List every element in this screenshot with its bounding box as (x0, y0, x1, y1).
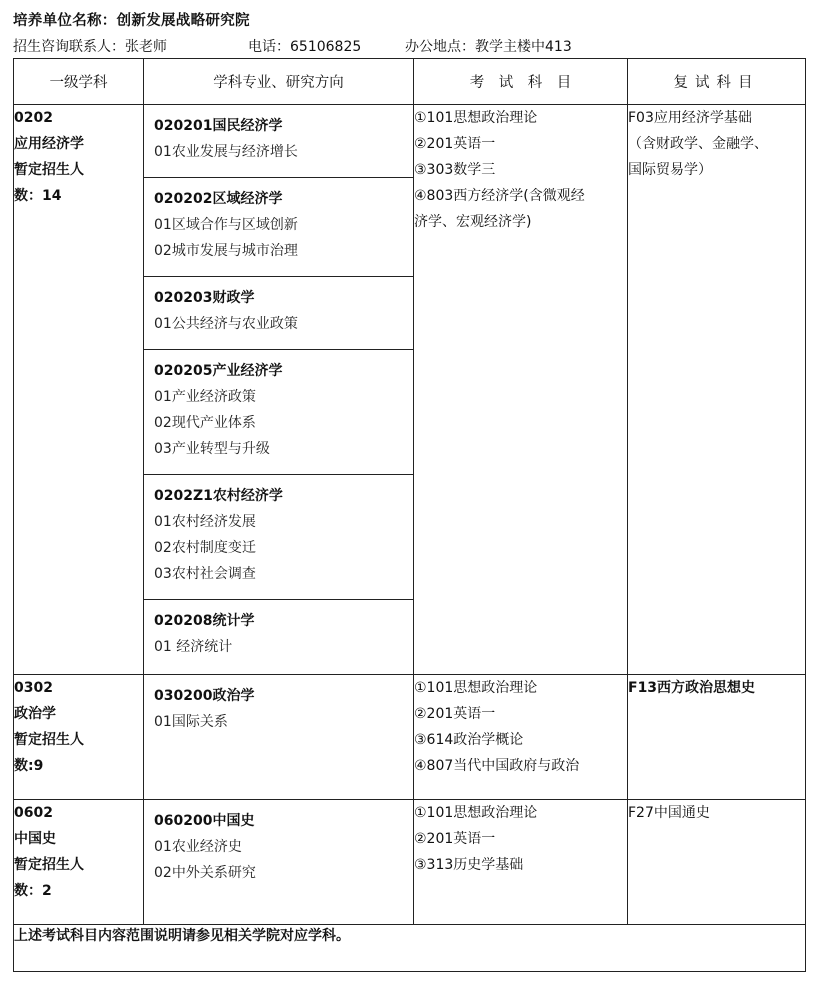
level1-cell (14, 105, 144, 675)
exam-subject: ②201英语一 (414, 136, 496, 152)
major-block (144, 600, 413, 660)
level1-code: 0302 (14, 680, 53, 696)
exam-subject: ④803西方经济学(含微观经 (414, 188, 585, 204)
retest-subject: F27中国通史 (628, 805, 710, 821)
header-level1: 一级学科 (14, 59, 144, 105)
major-name: 020208统计学 (154, 613, 255, 629)
retest-cell (628, 800, 806, 925)
exam-subject: 济学、宏观经济学) (414, 214, 532, 230)
major-name: 0202Z1农村经济学 (154, 488, 283, 504)
level1-quota-count: 数:9 (14, 758, 44, 774)
retest-subject: F03应用经济学基础 (628, 110, 752, 126)
major-block (144, 475, 413, 600)
research-direction: 01农村经济发展 (154, 514, 256, 530)
level1-quota: 暂定招生人 (14, 857, 84, 873)
research-direction: 01公共经济与农业政策 (154, 316, 298, 332)
exam-cell (414, 105, 628, 675)
exam-subject: ①101思想政治理论 (414, 110, 538, 126)
table-row (14, 800, 806, 925)
major-block (144, 178, 413, 277)
research-direction: 02中外关系研究 (154, 865, 256, 881)
office-location: 办公地点：教学主楼中413 (405, 39, 572, 55)
exam-cell (414, 675, 628, 800)
admission-table (13, 58, 806, 972)
retest-cell (628, 105, 806, 675)
table-row (14, 105, 806, 675)
level1-cell (14, 675, 144, 800)
footer-row (14, 925, 806, 972)
exam-subject: ③614政治学概论 (414, 732, 524, 748)
research-direction: 01产业经济政策 (154, 389, 256, 405)
major-name: 020202区域经济学 (154, 191, 283, 207)
table-header-row (14, 59, 806, 105)
exam-subject: ②201英语一 (414, 831, 496, 847)
research-direction: 02城市发展与城市治理 (154, 243, 298, 259)
major-block (144, 800, 413, 886)
level1-cell (14, 800, 144, 925)
level1-code: 0202 (14, 110, 53, 126)
major-block (144, 105, 413, 178)
research-direction: 01区域合作与区域创新 (154, 217, 298, 233)
major-name: 020205产业经济学 (154, 363, 283, 379)
major-block (144, 675, 413, 735)
research-direction: 01国际关系 (154, 714, 228, 730)
major-block (144, 350, 413, 475)
level1-quota-count: 数：2 (14, 883, 52, 899)
major-block (144, 277, 413, 350)
majors-cell (144, 800, 414, 925)
exam-subject: ④807当代中国政府与政治 (414, 758, 580, 774)
research-direction: 03农村社会调查 (154, 566, 256, 582)
level1-name: 中国史 (14, 831, 56, 847)
research-direction: 01 经济统计 (154, 639, 233, 655)
contact-person: 招生咨询联系人：张老师 (13, 39, 167, 55)
exam-subject: ①101思想政治理论 (414, 680, 538, 696)
unit-title: 培养单位名称：创新发展战略研究院 (13, 13, 250, 29)
header-exam: 考 试 科 目 (414, 59, 628, 105)
level1-name: 应用经济学 (14, 136, 84, 152)
major-name: 030200政治学 (154, 688, 255, 704)
exam-subject: ①101思想政治理论 (414, 805, 538, 821)
footer-note: 上述考试科目内容范围说明请参见相关学院对应学科。 (14, 925, 806, 972)
level1-quota: 暂定招生人 (14, 732, 84, 748)
retest-subject: （含财政学、金融学、 (628, 136, 768, 152)
phone-number: 电话：65106825 (248, 39, 362, 55)
research-direction: 03产业转型与升级 (154, 441, 270, 457)
major-name: 020201国民经济学 (154, 118, 283, 134)
level1-name: 政治学 (14, 706, 56, 722)
retest-cell (628, 675, 806, 800)
major-name: 060200中国史 (154, 813, 255, 829)
table-row (14, 675, 806, 800)
retest-subject: 国际贸易学） (628, 162, 712, 178)
level1-quota: 暂定招生人 (14, 162, 84, 178)
header-major: 学科专业、研究方向 (144, 59, 414, 105)
research-direction: 01农业发展与经济增长 (154, 144, 298, 160)
research-direction: 02现代产业体系 (154, 415, 256, 431)
research-direction: 02农村制度变迁 (154, 540, 256, 556)
level1-code: 0602 (14, 805, 53, 821)
header-retest: 复试科目 (628, 59, 806, 105)
exam-subject: ③303数学三 (414, 162, 496, 178)
major-name: 020203财政学 (154, 290, 255, 306)
exam-subject: ②201英语一 (414, 706, 496, 722)
majors-cell (144, 105, 414, 675)
majors-cell (144, 675, 414, 800)
exam-subject: ③313历史学基础 (414, 857, 524, 873)
exam-cell (414, 800, 628, 925)
research-direction: 01农业经济史 (154, 839, 242, 855)
level1-quota-count: 数：14 (14, 188, 62, 204)
retest-subject: F13西方政治思想史 (628, 680, 756, 696)
